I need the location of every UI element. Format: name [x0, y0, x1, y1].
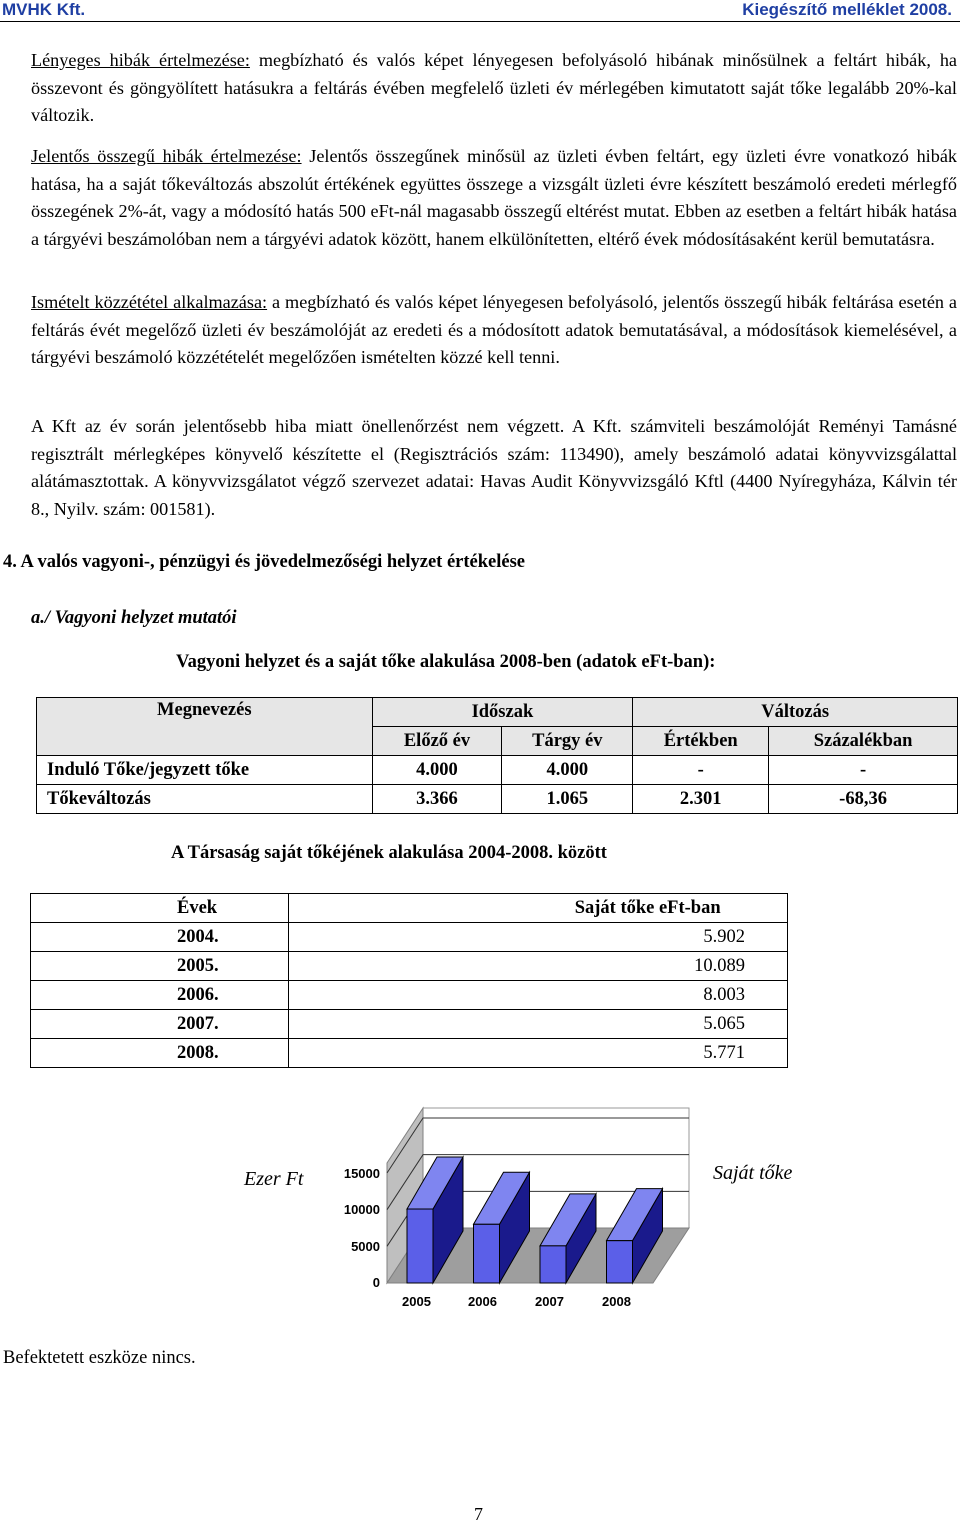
table2-title: A Társaság saját tőkéjének alakulása 2004-2008. között	[171, 843, 607, 863]
cell-pct: -68,36	[769, 785, 958, 814]
col-header-prev: Előző év	[372, 727, 502, 756]
paragraph-republication	[31, 289, 957, 372]
cell-equity: 10.089	[288, 952, 787, 981]
chart-legend-label: Saját tőke	[713, 1162, 793, 1184]
col-header-val: Értékben	[633, 727, 769, 756]
cell-prev: 4.000	[372, 756, 502, 785]
term-republication: Ismételt közzététel alkalmazása:	[31, 292, 268, 312]
bar-front	[474, 1224, 500, 1283]
chart-gridline	[387, 1191, 689, 1246]
text-republication: a megbízható és valós képet lényegesen befolyásoló, jelentős összegű hibák feltárása esetén a feltárás évét megelőző üzleti év beszámolóját az eredeti és a módosított adatok bemutatásával, a módosítások kiemelésével, a tárgyévi beszámoló közzétételét megelőzően ismételten közzé kell tenni.	[31, 292, 957, 368]
term-significant-errors: Jelentős összegű hibák értelmezése:	[31, 146, 302, 166]
header-title: Kiegészítő melléklet 2008.	[742, 0, 952, 19]
equity-history-table	[30, 893, 788, 1068]
col-header-name: Megnevezés	[37, 698, 373, 756]
bar-side	[633, 1189, 663, 1283]
y-tick-label: 0	[372, 1275, 380, 1290]
x-tick-label: 2005	[402, 1294, 431, 1309]
footer-note: Befektetett eszköze nincs.	[3, 1348, 196, 1368]
chart-gridline	[387, 1118, 689, 1173]
table-row	[31, 952, 788, 981]
y-tick-label: 15000	[343, 1166, 380, 1181]
cell-prev: 3.366	[372, 785, 502, 814]
chart-gridline	[387, 1155, 689, 1210]
cell-val: 2.301	[633, 785, 769, 814]
bar-top	[474, 1172, 530, 1224]
cell-equity: 5.065	[288, 1010, 787, 1039]
table-row	[31, 981, 788, 1010]
cell-year: 2004.	[31, 923, 289, 952]
chart-bar	[607, 1189, 663, 1283]
x-tick-label: 2007	[535, 1294, 564, 1309]
cell-pct: -	[769, 756, 958, 785]
text-significant-errors: Jelentős összegűnek minősül az üzleti évben feltárt, egy üzleti évre vonatkozó hibák hatása, ha a saját tőkeváltozás abszolút értékének együttes összege a vizsgált üzleti évre készített beszámoló eredeti mérlegfő összegének 2%-át, vagy a módosító hatás 500 eFt-nál magasabb összegű eltérést mutat. Ebben az esetben a feltárt hibák hatása a tárgyévi beszámolóban nem a tárgyévi adatok között, hanem elkülönítetten, eltérő évek módosításaként kerül bemutatásra.	[31, 146, 957, 249]
col-header-cur: Tárgy év	[502, 727, 633, 756]
col-header-equity: Saját tőke eFt-ban	[288, 894, 787, 923]
chart-y-axis-label: Ezer Ft	[244, 1168, 304, 1190]
table-row	[31, 1010, 788, 1039]
bar-top	[407, 1157, 463, 1209]
bar-top	[607, 1189, 663, 1241]
chart-bar	[540, 1194, 596, 1283]
col-header-year: Évek	[31, 894, 289, 923]
cell-equity: 5.902	[288, 923, 787, 952]
chart-floor	[387, 1228, 689, 1283]
page-number: 7	[474, 1504, 483, 1524]
col-header-change: Változás	[633, 698, 958, 727]
chart-bar	[407, 1157, 463, 1283]
bar-front	[540, 1246, 566, 1283]
term-material-errors: Lényeges hibák értelmezése:	[31, 50, 250, 70]
table-row	[37, 756, 958, 785]
y-tick-label: 5000	[351, 1239, 380, 1254]
bar-front	[607, 1241, 633, 1283]
cell-val: -	[633, 756, 769, 785]
paragraph-audit: A Kft az év során jelentősebb hiba miatt önellenőrzést nem végzett. A Kft. számviteli beszámolóját Reményi Tamásné regisztrált mérlegképes könyvelő készítette el (Regisztrációs szám: 113490), amely beszámoló adatai könyvvizsgálattal alátámasztottak. A könyvvizsgálatot végző szervezet adatai: Havas Audit Könyvvizsgáló Kftl (4400 Nyíregyháza, Kálvin tér 8., Nyilv. szám: 001581).	[31, 416, 957, 519]
chart-side-wall	[387, 1108, 423, 1283]
cell-year: 2007.	[31, 1010, 289, 1039]
cell-year: 2005.	[31, 952, 289, 981]
paragraph-material-errors	[31, 47, 957, 130]
table-row	[31, 923, 788, 952]
section-heading: 4. A valós vagyoni-, pénzügyi és jövedelmezőségi helyzet értékelése	[3, 552, 526, 572]
cell-cur: 4.000	[502, 756, 633, 785]
chart-bars	[407, 1157, 663, 1283]
bar-top	[540, 1194, 596, 1246]
equity-change-table	[36, 697, 958, 814]
cell-cur: 1.065	[502, 785, 633, 814]
table1-title: Vagyoni helyzet és a saját tőke alakulása 2008-ben (adatok eFt-ban):	[176, 652, 716, 672]
table-row	[31, 1039, 788, 1068]
header-rule	[0, 21, 960, 22]
bar-side	[566, 1194, 596, 1283]
paragraph-significant-errors	[31, 143, 957, 253]
col-header-pct: Százalékban	[769, 727, 958, 756]
table-header-row	[37, 698, 958, 727]
chart-back-wall	[423, 1108, 689, 1228]
chart-frame	[387, 1108, 689, 1283]
table-row	[37, 785, 958, 814]
cell-year: 2006.	[31, 981, 289, 1010]
bar-side	[500, 1172, 530, 1283]
bar-side	[433, 1157, 463, 1283]
cell-equity: 8.003	[288, 981, 787, 1010]
cell-name: Tőkeváltozás	[37, 785, 373, 814]
y-tick-label: 10000	[343, 1202, 380, 1217]
table-header-row	[31, 894, 788, 923]
cell-year: 2008.	[31, 1039, 289, 1068]
x-tick-label: 2006	[468, 1294, 497, 1309]
cell-equity: 5.771	[288, 1039, 787, 1068]
section-subheading: a./ Vagyoni helyzet mutatói	[31, 608, 237, 628]
x-tick-label: 2008	[602, 1294, 631, 1309]
chart-bar	[474, 1172, 530, 1283]
text-material-errors: megbízható és valós képet lényegesen befolyásoló hibának minősülnek a feltárt hibák, ha összevont és göngyölített hatásukra a feltárás évében megfelelő üzleti év mérlegében kimutatott saját tőke legalább 20%-kal változik.	[31, 50, 957, 126]
bar-front	[407, 1209, 433, 1283]
header-company: MVHK Kft.	[2, 0, 86, 19]
cell-name: Induló Tőke/jegyzett tőke	[37, 756, 373, 785]
col-header-period: Időszak	[372, 698, 633, 727]
